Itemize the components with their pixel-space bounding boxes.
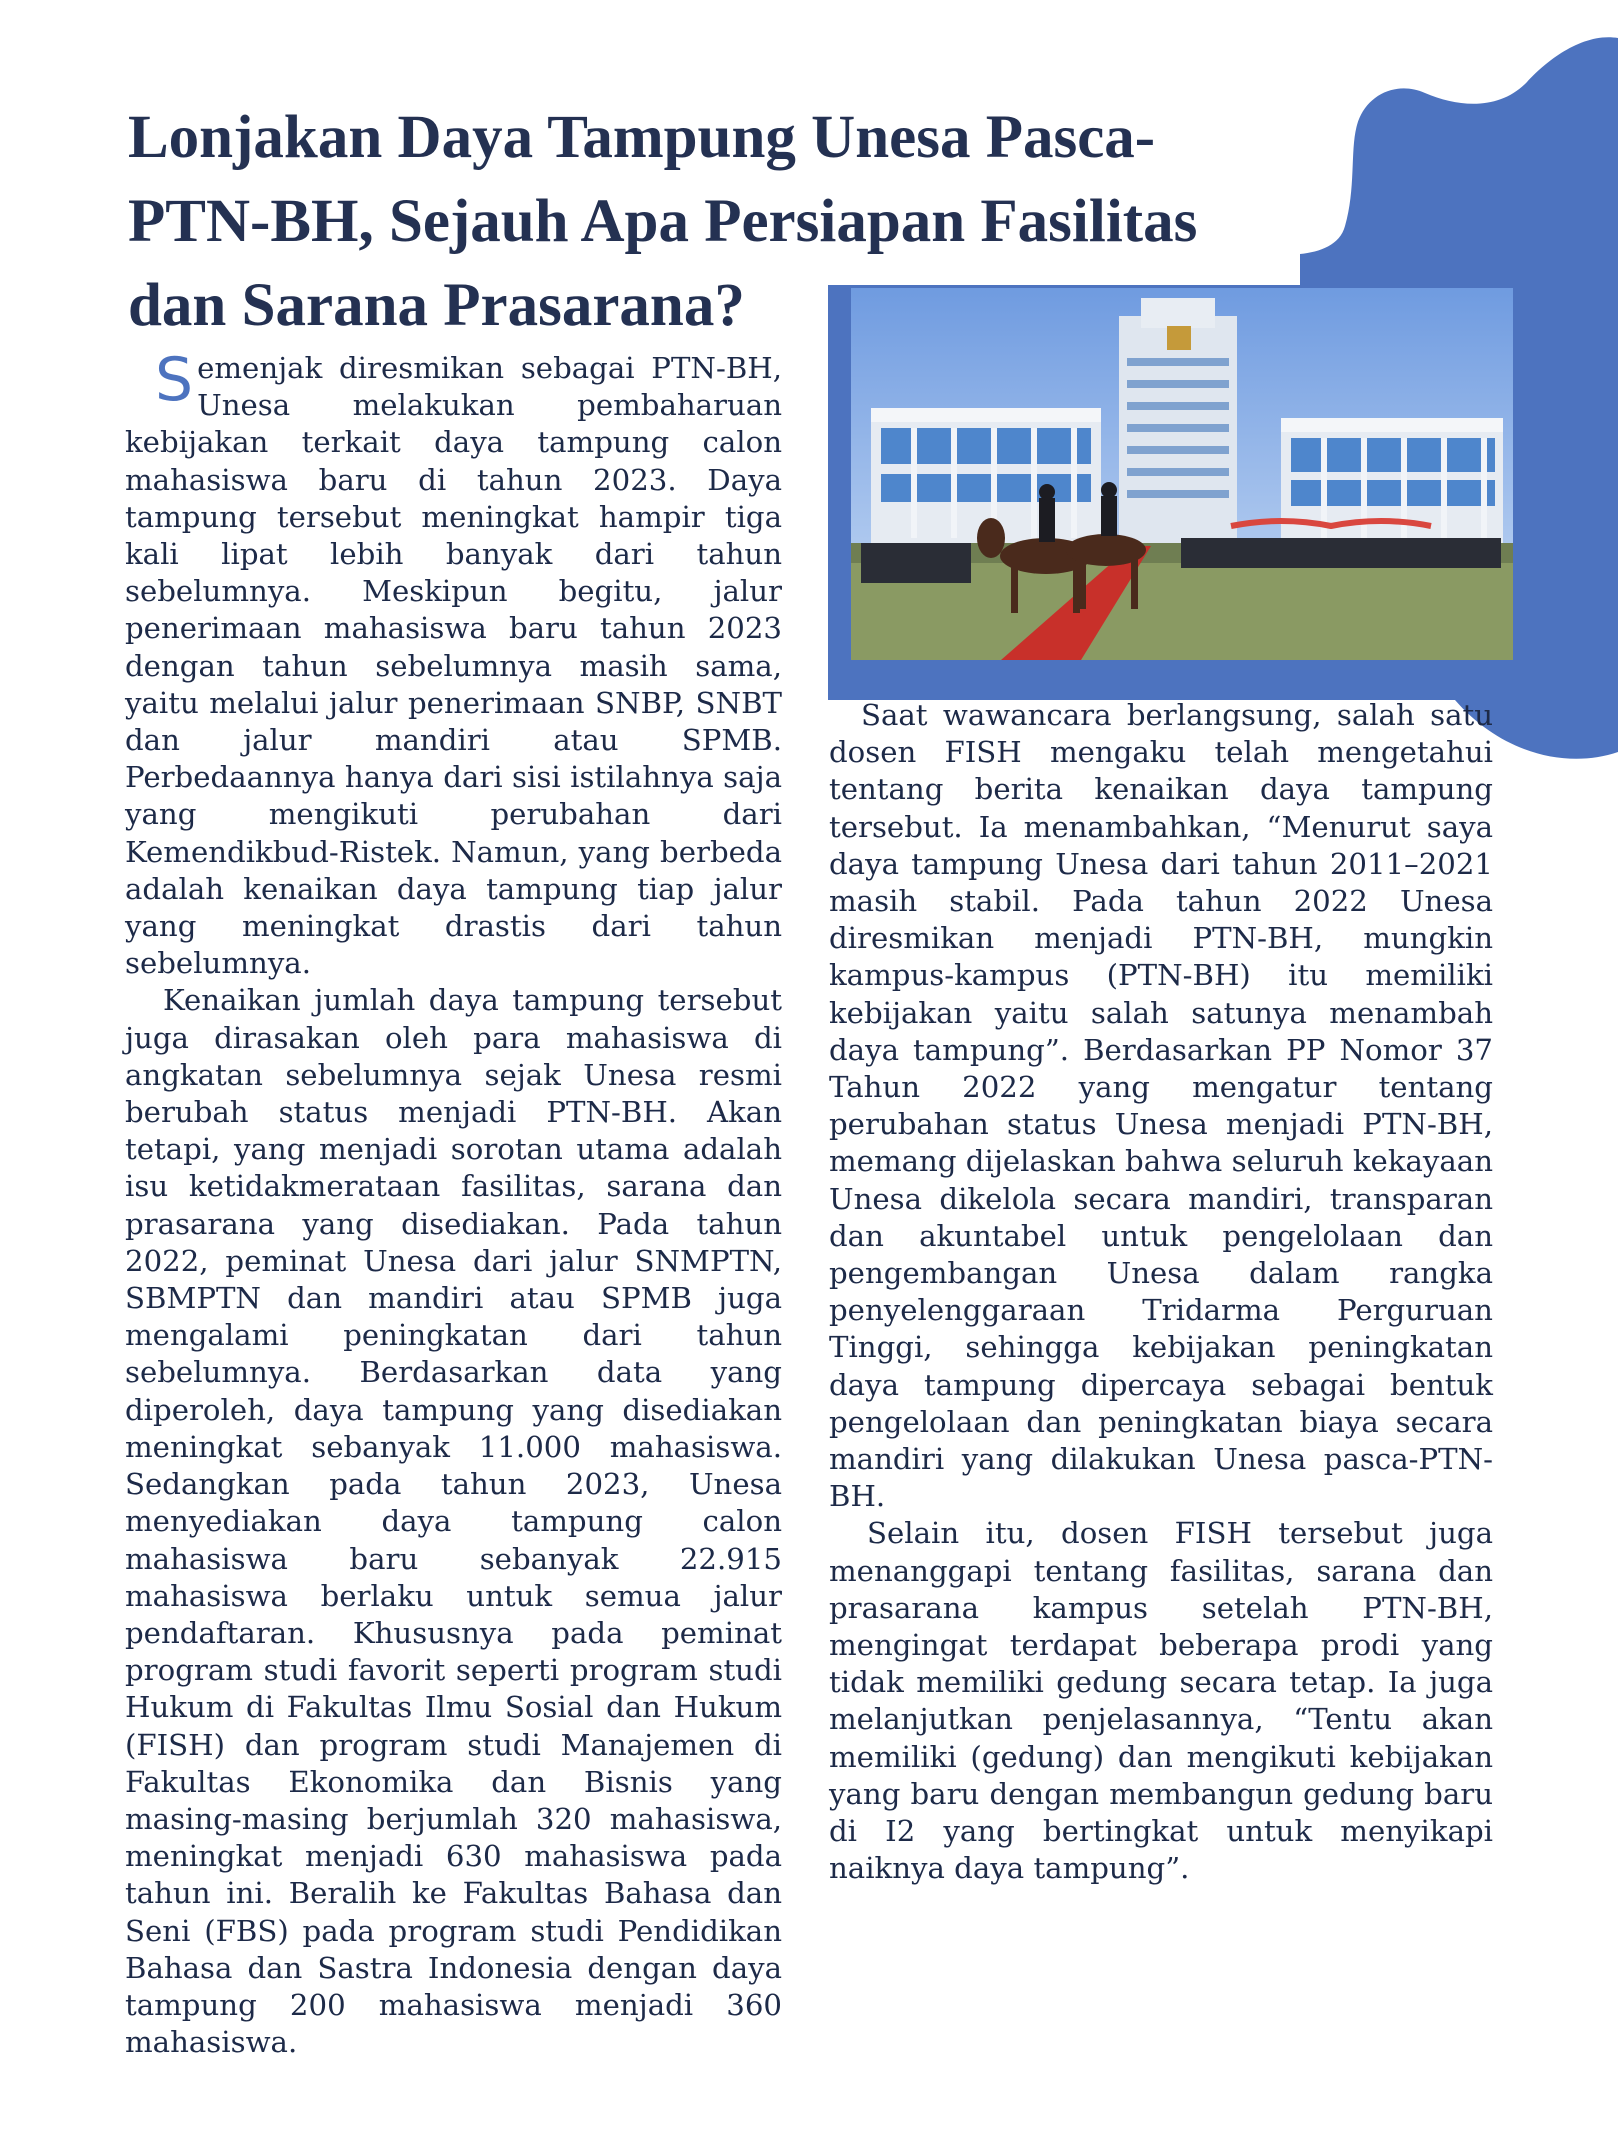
article-column-right [829, 697, 1493, 1888]
paragraph-3: Saat wawancara berlangsung, salah satu dosen FISH mengaku telah mengetahui tentang berita kenaikan daya tampung tersebut. Ia menambahkan, “Menurut saya daya tampung Unesa dari tahun 2011–2021 masih stabil. Pada tahun 2022 Unesa diresmikan menjadi PTN-BH, mungkin kampus-kampus (PTN-BH) itu memiliki kebijakan yaitu salah satunya menambah daya tampung”. Berdasarkan PP Nomor 37 Tahun 2022 yang mengatur tentang perubahan status Unesa menjadi PTN-BH, memang dijelaskan bahwa seluruh kekayaan Unesa dikelola secara mandiri, transparan dan akuntabel untuk pengelolaan dan pengembangan Unesa dalam rangka penyelenggaraan Tridarma Perguruan Tinggi, sehingga kebijakan peningkatan daya tampung dipercaya sebagai bentuk pengelolaan dan peningkatan biaya secara mandiri yang dilakukan Unesa pasca-PTN-BH. [829, 698, 1493, 1514]
paragraph-1 [125, 345, 782, 982]
article-column-left [125, 345, 782, 2061]
paragraph-4: Selain itu, dosen FISH tersebut juga menanggapi tentang fasilitas, sarana dan prasarana kampus setelah PTN-BH, mengingat terdapat beberapa prodi yang tidak memiliki gedung secara tetap. Ia juga melanjutkan penjelasannya, “Tentu akan memiliki (gedung) dan mengikuti kebijakan yang baru dengan membangun gedung baru di I2 yang bertingkat untuk menyikapi naiknya daya tampung”. [829, 1516, 1493, 1886]
drop-cap: S [155, 345, 194, 415]
campus-photo [851, 288, 1513, 660]
title-line-2: PTN-BH, Sejauh Apa Persiapan Fasilitas [128, 188, 1198, 255]
title-line-3: dan Sarana Prasarana? [128, 272, 745, 339]
paragraph-2: Kenaikan jumlah daya tampung tersebut juga dirasakan oleh para mahasiswa di angkatan sebelumnya sejak Unesa resmi berubah status menjadi PTN-BH. Akan tetapi, yang menjadi sorotan utama adalah isu ketidakmerataan fasilitas, sarana dan prasarana yang disediakan. Pada tahun 2022, peminat Unesa dari jalur SNMPTN, SBMPTN dan mandiri atau SPMB juga mengalami peningkatan dari tahun sebelumnya. Berdasarkan data yang diperoleh, daya tampung yang disediakan meningkat sebanyak 11.000 mahasiswa. Sedangkan pada tahun 2023, Unesa menyediakan daya tampung calon mahasiswa baru sebanyak 22.915 mahasiswa berlaku untuk semua jalur pendaftaran. Khususnya pada peminat program studi favorit seperti program studi Hukum di Fakultas Ilmu Sosial dan Hukum (FISH) dan program studi Manajemen di Fakultas Ekonomika dan Bisnis yang masing-masing berjumlah 320 mahasiswa, meningkat menjadi 630 mahasiswa pada tahun ini. Beralih ke Fakultas Bahasa dan Seni (FBS) pada program studi Pendidikan Bahasa dan Sastra Indonesia dengan daya tampung 200 mahasiswa menjadi 360 mahasiswa. [125, 983, 782, 2060]
title-line-1: Lonjakan Daya Tampung Unesa Pasca- [128, 104, 1156, 171]
paragraph-1-text: emenjak diresmikan sebagai PTN-BH, Unesa melakukan pembaharuan kebijakan terkait daya tampung calon mahasiswa baru di tahun 2023. Daya tampung tersebut meningkat hampir tiga kali lipat lebih banyak dari tahun sebelumnya. Meskipun begitu, jalur penerimaan mahasiswa baru tahun 2023 dengan tahun sebelumnya masih sama, yaitu melalui jalur penerimaan SNBP, SNBT dan jalur mandiri atau SPMB. Perbedaannya hanya dari sisi istilahnya saja yang mengikuti perubahan dari Kemendikbud-Ristek. Namun, yang berbeda adalah kenaikan daya tampung tiap jalur yang meningkat drastis dari tahun sebelumnya. [125, 351, 782, 981]
campus-photo-illustration [851, 288, 1513, 660]
